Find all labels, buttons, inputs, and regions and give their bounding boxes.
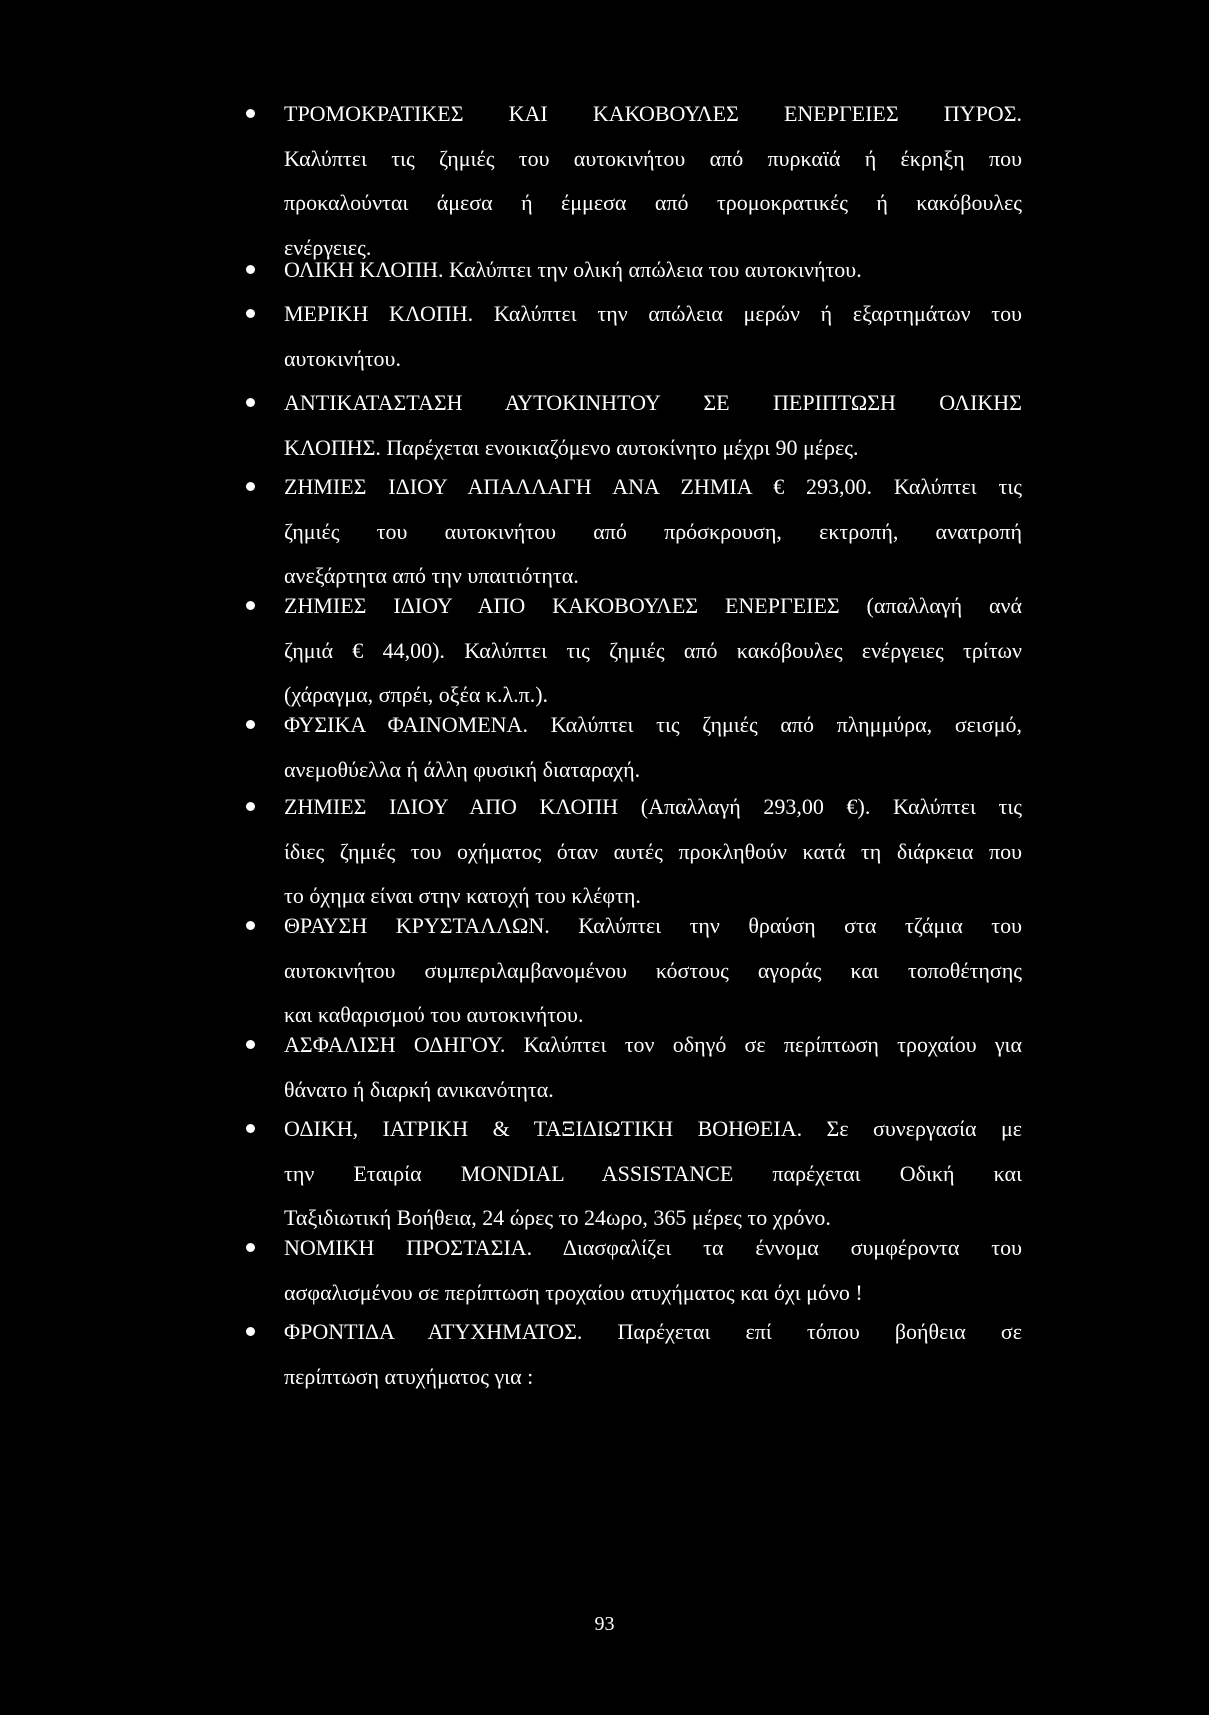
coverage-text-line: το όχημα είναι στην κατοχή του κλέφτη. <box>284 883 641 908</box>
coverage-item <box>284 703 1022 792</box>
coverage-text-line: περίπτωση ατυχήματος για : <box>284 1363 534 1389</box>
coverage-text-line: αυτοκινήτου συμπεριλαμβανομένου κόστους αγοράς και τοποθέτησης <box>284 957 1022 983</box>
coverage-text-line: ΟΔΙΚΗ, ΙΑΤΡΙΚΗ & ΤΑΞΙΔΙΩΤΙΚΗ ΒΟΗΘΕΙΑ. Σε συνεργασία με <box>284 1116 1022 1141</box>
bullet-icon <box>246 802 255 811</box>
coverage-text-line: ΖΗΜΙΕΣ ΙΔΙΟΥ ΑΠΟ ΚΑΚΟΒΟΥΛΕΣ ΕΝΕΡΓΕΙΕΣ (απαλλαγή ανά <box>284 593 1022 618</box>
coverage-text-line: Ταξιδιωτική Βοήθεια, 24 ώρες το 24ωρο, 365 μέρες το χρόνο. <box>284 1205 831 1230</box>
bullet-icon <box>246 109 255 118</box>
coverage-text-line: Καλύπτει τις ζημιές του αυτοκινήτου από πυρκαϊά ή έκρηξη που <box>284 145 1022 171</box>
coverage-text-line: ΖΗΜΙΕΣ ΙΔΙΟΥ ΑΠΑΛΛΑΓΗ ΑΝΑ ΖΗΜΙΑ € 293,00. Καλύπτει τις <box>284 474 1022 499</box>
bullet-icon <box>246 1040 255 1049</box>
coverage-item <box>284 92 1022 270</box>
bullet-icon <box>246 1243 255 1252</box>
bullet-icon <box>246 309 255 318</box>
coverage-text-line: ΦΥΣΙΚΑ ΦΑΙΝΟΜΕΝΑ. Καλύπτει τις ζημιές από πλημμύρα, σεισμό, <box>284 712 1022 737</box>
coverage-item <box>284 1226 1022 1315</box>
coverage-text-line: ΤΡΟΜΟΚΡΑΤΙΚΕΣ ΚΑΙ ΚΑΚΟΒΟΥΛΕΣ ΕΝΕΡΓΕΙΕΣ ΠΥΡΟΣ. <box>284 101 1022 126</box>
coverage-item <box>284 1107 1022 1241</box>
coverage-text-line: ΖΗΜΙΕΣ ΙΔΙΟΥ ΑΠΟ ΚΛΟΠΗ (Απαλλαγή 293,00 €). Καλύπτει τις <box>284 794 1022 819</box>
coverage-text-line: προκαλούνται άμεσα ή έμμεσα από τρομοκρατικές ή κακόβουλες <box>284 190 1022 215</box>
coverage-item <box>284 292 1022 381</box>
bullet-icon <box>246 482 255 491</box>
coverage-text-line: ΚΛΟΠΗΣ. Παρέχεται ενοικιαζόμενο αυτοκίνητο μέχρι 90 μέρες. <box>284 434 859 460</box>
coverage-item <box>284 465 1022 599</box>
page-number: 93 <box>594 1613 615 1635</box>
coverage-text-line: ίδιες ζημιές του οχήματος όταν αυτές προκληθούν κατά τη διάρκεια που <box>284 838 1022 864</box>
coverage-text-line: ασφαλισμένου σε περίπτωση τροχαίου ατυχήματος και όχι μόνο ! <box>284 1279 863 1305</box>
bullet-icon <box>246 1124 255 1133</box>
coverage-text-line: ΑΝΤΙΚΑΤΑΣΤΑΣΗ ΑΥΤΟΚΙΝΗΤΟΥ ΣΕ ΠΕΡΙΠΤΩΣΗ ΟΛΙΚΗΣ <box>284 390 1022 415</box>
coverage-item <box>284 248 1022 293</box>
bullet-icon <box>246 265 255 274</box>
coverage-item <box>284 1023 1022 1112</box>
bullet-icon <box>246 921 255 930</box>
coverage-text-line: ΘΡΑΥΣΗ ΚΡΥΣΤΑΛΛΩΝ. Καλύπτει την θραύση στα τζάμια του <box>284 913 1022 938</box>
coverage-text-line: ΟΛΙΚΗ ΚΛΟΠΗ. Καλύπτει την ολική απώλεια του αυτοκινήτου. <box>284 257 862 282</box>
coverage-text-line: ζημιά € 44,00). Καλύπτει τις ζημιές από κακόβουλες ενέργειες τρίτων <box>284 637 1022 663</box>
coverage-item <box>284 904 1022 1038</box>
coverage-text-line: την Εταιρία MONDIAL ASSISTANCE παρέχεται Οδική και <box>284 1160 1022 1186</box>
coverage-text-line: ανεμοθύελλα ή άλλη φυσική διαταραχή. <box>284 756 641 782</box>
coverage-text-line: (χάραγμα, σπρέι, οξέα κ.λ.π.). <box>284 682 549 707</box>
coverage-text-line: θάνατο ή διαρκή ανικανότητα. <box>284 1076 554 1102</box>
coverage-text-line: αυτοκινήτου. <box>284 345 401 371</box>
coverage-item <box>284 1310 1022 1399</box>
coverage-text-line: ΜΕΡΙΚΗ ΚΛΟΠΗ. Καλύπτει την απώλεια μερών ή εξαρτημάτων του <box>284 301 1022 326</box>
coverage-item <box>284 381 1022 470</box>
coverage-text-line: ΦΡΟΝΤΙΔΑ ΑΤΥΧΗΜΑΤΟΣ. Παρέχεται επί τόπου βοήθεια σε <box>284 1319 1022 1344</box>
coverage-text-line: και καθαρισμού του αυτοκινήτου. <box>284 1002 584 1027</box>
coverage-text-line: ανεξάρτητα από την υπαιτιότητα. <box>284 563 579 588</box>
bullet-icon <box>246 1327 255 1336</box>
coverage-text-line: ενέργειες. <box>284 234 372 260</box>
bullet-icon <box>246 720 255 729</box>
coverage-item <box>284 584 1022 718</box>
coverage-text-line: ΑΣΦΑΛΙΣΗ ΟΔΗΓΟΥ. Καλύπτει τον οδηγό σε περίπτωση τροχαίου για <box>284 1032 1022 1057</box>
coverage-item <box>284 785 1022 919</box>
coverage-text-line: ΝΟΜΙΚΗ ΠΡΟΣΤΑΣΙΑ. Διασφαλίζει τα έννομα συμφέροντα του <box>284 1235 1022 1260</box>
bullet-icon <box>246 398 255 407</box>
bullet-icon <box>246 601 255 610</box>
coverage-text-line: ζημιές του αυτοκινήτου από πρόσκρουση, εκτροπή, ανατροπή <box>284 518 1022 544</box>
